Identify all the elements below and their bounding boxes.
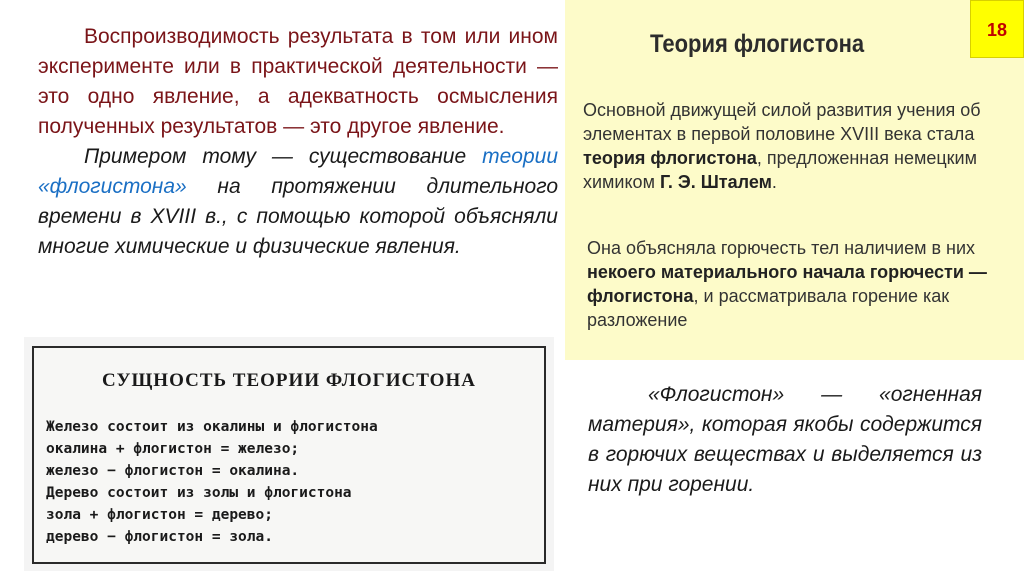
scan-line: дерево − флогистон = зола. <box>46 529 273 545</box>
example-paragraph: Примером тому — существование теории «флогистона» на протяжении длительного времени в XVIII в., с помощью которой объясняли многие химические и физические явления. <box>38 145 558 258</box>
scanned-excerpt-lines <box>46 416 378 548</box>
scan-line: Железо состоит из окалины и флогистона <box>46 419 378 435</box>
scan-line: Дерево состоит из золы и флогистона <box>46 485 352 501</box>
scan-line: зола + флогистон = дерево; <box>46 507 273 523</box>
scan-line: окалина + флогистон = железо; <box>46 441 300 457</box>
scanned-excerpt-frame <box>32 346 546 564</box>
intro-paragraph: Воспроизводимость результата в том или ином эксперименте или в практической деятельности — это одно явление, а адекватность осмысления полученных результатов — это другое явление. <box>38 25 558 138</box>
intro-text <box>38 22 558 262</box>
scanned-excerpt-title: СУЩНОСТЬ ТЕОРИИ ФЛОГИСТОНА <box>102 370 476 391</box>
panel-paragraph-explanation: Она объясняла горючесть тел наличием в них некоего материального начала горючести — флогистона, и рассматривала горение как разложение <box>587 238 987 330</box>
panel-title: Теория флогистона <box>650 30 865 58</box>
phlogiston-definition-text: «Флогистон» — «огненная материя», которая якобы содержится в горючих веществах и выделяется из них при горении. <box>588 383 982 496</box>
panel-paragraph-development: Основной движущей силой развития учения об элементах в первой половине XVIII века стала теория флогистона, предложенная немецким химиком Г. Э. Шталем. <box>583 100 981 192</box>
phlogiston-theory-link[interactable]: теории «флогистона» <box>38 145 558 198</box>
phlogiston-definition <box>588 380 982 500</box>
slide-number-badge: 18 <box>970 0 1024 58</box>
scan-line: железо − флогистон = окалина. <box>46 463 300 479</box>
scanned-excerpt <box>24 337 554 571</box>
